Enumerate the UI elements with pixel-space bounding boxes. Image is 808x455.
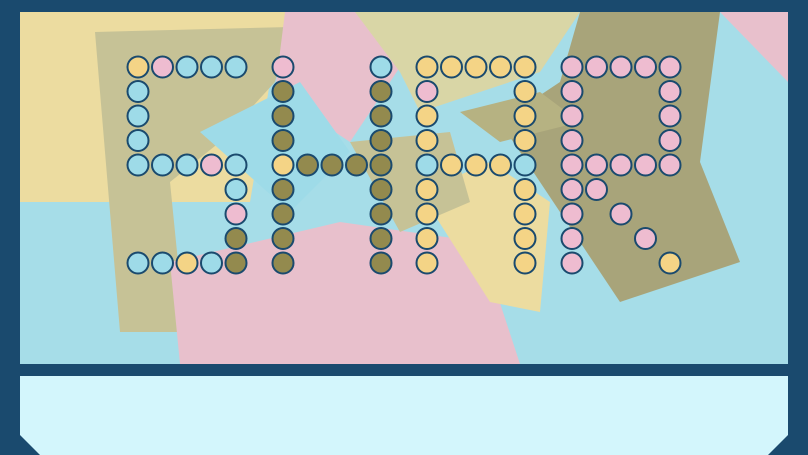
matrix-dot [177, 253, 198, 274]
matrix-dot [371, 57, 392, 78]
matrix-dot [562, 57, 583, 78]
matrix-dot [660, 253, 681, 274]
matrix-dot [515, 204, 536, 225]
matrix-dot [441, 57, 462, 78]
matrix-dot [297, 155, 318, 176]
matrix-dot [417, 81, 438, 102]
matrix-dot [371, 204, 392, 225]
matrix-dot [128, 130, 149, 151]
matrix-dot [273, 155, 294, 176]
matrix-dot [273, 179, 294, 200]
bottom-panel [20, 376, 788, 455]
matrix-dot [273, 130, 294, 151]
matrix-dot [177, 57, 198, 78]
matrix-dot [562, 204, 583, 225]
matrix-dot [417, 204, 438, 225]
matrix-dot [515, 155, 536, 176]
matrix-dot [226, 228, 247, 249]
matrix-dot [273, 253, 294, 274]
matrix-dot [273, 228, 294, 249]
matrix-dot [417, 155, 438, 176]
matrix-dot [128, 57, 149, 78]
matrix-dot [562, 106, 583, 127]
matrix-dot [226, 204, 247, 225]
matrix-dot [515, 81, 536, 102]
matrix-dot [417, 130, 438, 151]
matrix-dot [226, 179, 247, 200]
matrix-dot [562, 155, 583, 176]
matrix-dot [177, 155, 198, 176]
matrix-dot [346, 155, 367, 176]
matrix-dot [128, 253, 149, 274]
matrix-dot [201, 155, 222, 176]
matrix-dot [371, 179, 392, 200]
bottom-left-notch [20, 435, 40, 455]
matrix-dot [152, 57, 173, 78]
matrix-dot [371, 155, 392, 176]
matrix-dot [660, 57, 681, 78]
matrix-dot [515, 253, 536, 274]
matrix-dot [417, 57, 438, 78]
matrix-dot [441, 155, 462, 176]
matrix-dot [611, 204, 632, 225]
background-art [20, 12, 788, 364]
matrix-dot [490, 57, 511, 78]
matrix-dot [586, 155, 607, 176]
matrix-dot [152, 155, 173, 176]
matrix-dot [515, 106, 536, 127]
matrix-dot [417, 228, 438, 249]
matrix-dot [371, 130, 392, 151]
matrix-dot [562, 81, 583, 102]
matrix-dot [660, 155, 681, 176]
matrix-dot [371, 81, 392, 102]
matrix-dot [635, 155, 656, 176]
matrix-dot [273, 106, 294, 127]
matrix-dot [273, 81, 294, 102]
matrix-dot [635, 228, 656, 249]
matrix-dot [466, 155, 487, 176]
matrix-dot [226, 253, 247, 274]
matrix-dot [371, 106, 392, 127]
matrix-dot [417, 179, 438, 200]
matrix-dot [273, 204, 294, 225]
matrix-dot [515, 179, 536, 200]
matrix-dot [562, 179, 583, 200]
matrix-dot [417, 106, 438, 127]
matrix-dot [562, 228, 583, 249]
bottom-right-notch [768, 435, 788, 455]
matrix-dot [273, 57, 294, 78]
matrix-dot [515, 228, 536, 249]
matrix-dot [635, 57, 656, 78]
matrix-dot [611, 155, 632, 176]
matrix-dot [371, 228, 392, 249]
matrix-dot [152, 253, 173, 274]
matrix-dot [128, 81, 149, 102]
matrix-dot [611, 57, 632, 78]
matrix-dot [201, 57, 222, 78]
matrix-dot [128, 106, 149, 127]
matrix-dot [466, 57, 487, 78]
matrix-dot [562, 253, 583, 274]
matrix-dot [322, 155, 343, 176]
matrix-dot [201, 253, 222, 274]
dot-matrix-display [20, 12, 788, 364]
matrix-dot [586, 57, 607, 78]
matrix-dot [490, 155, 511, 176]
bg-region-pink-corner [720, 12, 788, 82]
matrix-dot [515, 130, 536, 151]
matrix-dot [660, 130, 681, 151]
matrix-dot [417, 253, 438, 274]
matrix-dot [660, 106, 681, 127]
matrix-dot [226, 155, 247, 176]
matrix-dot [371, 253, 392, 274]
matrix-dot [660, 81, 681, 102]
matrix-dot [226, 57, 247, 78]
matrix-dot [562, 130, 583, 151]
matrix-dot [586, 179, 607, 200]
matrix-dot [128, 155, 149, 176]
matrix-dot [515, 57, 536, 78]
